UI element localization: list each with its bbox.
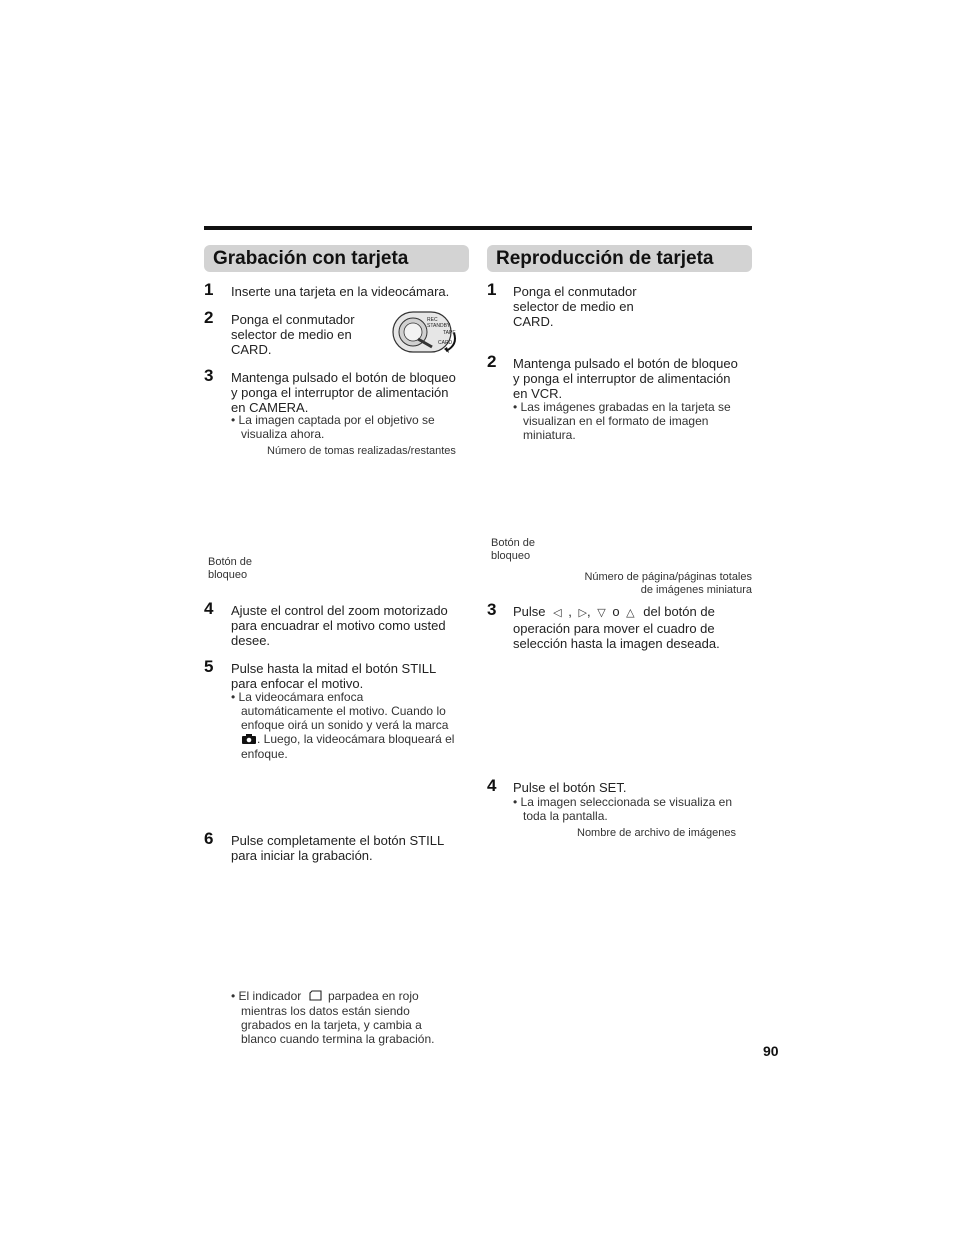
down-arrow-icon: ▽	[597, 607, 606, 619]
step-number: 2	[204, 308, 214, 327]
step-number: 2	[487, 352, 497, 371]
card-indicator-icon	[309, 990, 322, 1004]
step-number: 5	[204, 657, 214, 676]
lock-button-label: Botón de bloqueo	[491, 537, 536, 562]
switch-label-tape: TAPE	[443, 330, 456, 336]
page-number: 90	[763, 1043, 779, 1059]
step-bullet: • La imagen seleccionada se visualiza en toda la pantalla.	[513, 795, 732, 823]
right-arrow-icon: ▷	[578, 607, 587, 619]
caption-file-name: Nombre de archivo de imágenes	[577, 827, 736, 839]
up-arrow-icon: △	[626, 607, 635, 619]
step-text: Pulse hasta la mitad el botón STILL para enfocar el motivo.	[231, 661, 437, 691]
step-bullet: • La imagen captada por el objetivo se visualiza ahora.	[231, 413, 435, 441]
step-text: Ponga el conmutador selector de medio en CARD.	[513, 284, 637, 329]
step-number: 1	[204, 280, 214, 299]
switch-label-rec: REC	[427, 317, 438, 323]
focus-lock-icon	[241, 733, 257, 747]
lock-button-label: Botón de bloqueo	[208, 556, 253, 581]
step-number: 4	[487, 776, 497, 795]
switch-label-card: CARD	[438, 340, 453, 346]
step-text: Mantenga pulsado el botón de bloqueo y ponga el interruptor de alimentación en CAMERA.	[231, 370, 456, 415]
step-text: Mantenga pulsado el botón de bloqueo y ponga el interruptor de alimentación en VCR.	[513, 356, 738, 401]
step-bullet: • Las imágenes grabadas en la tarjeta se visualizan en el formato de imagen miniatura.	[513, 400, 731, 442]
step-text: Pulse completamente el botón STILL para iniciar la grabación.	[231, 833, 445, 863]
step-number: 1	[487, 280, 497, 299]
step-text: Ponga el conmutador selector de medio en CARD.	[231, 312, 355, 357]
step-number: 3	[204, 366, 214, 385]
switch-label-standby: STANDBY	[427, 323, 451, 329]
step-bullet: • La videocámara enfoca automáticamente el motivo. Cuando lo enfoque oirá un sonido y verá la marca . Luego, la videocámara bloqueará el enfoque.	[231, 690, 455, 761]
section-title-recording: Grabación con tarjeta	[204, 245, 469, 272]
caption-shots-count: Número de tomas realizadas/restantes	[267, 445, 456, 457]
top-rule	[204, 226, 752, 230]
media-switch-illustration	[392, 311, 460, 357]
step-text: Ajuste el control del zoom motorizado para encuadrar el motivo como usted desee.	[231, 603, 448, 648]
card-indicator-note: • El indicador parpadea en rojo mientras los datos están siendo grabados en la tarjeta, y cambia a blanco cuando termina la grabación.	[231, 989, 435, 1046]
step-number: 4	[204, 599, 214, 618]
caption-page-count: Número de página/páginas totales de imágenes miniatura	[584, 571, 752, 596]
step-text: Pulse ◁ , ▷, ▽ o △ del botón de operación para mover el cuadro de selección hasta la imagen deseada.	[513, 604, 720, 651]
step-number: 6	[204, 829, 214, 848]
section-title-playback: Reproducción de tarjeta	[487, 245, 752, 272]
step-text: Pulse el botón SET.	[513, 780, 627, 795]
step-number: 3	[487, 600, 497, 619]
left-arrow-icon: ◁	[553, 607, 562, 619]
step-text: Inserte una tarjeta en la videocámara.	[231, 284, 450, 299]
